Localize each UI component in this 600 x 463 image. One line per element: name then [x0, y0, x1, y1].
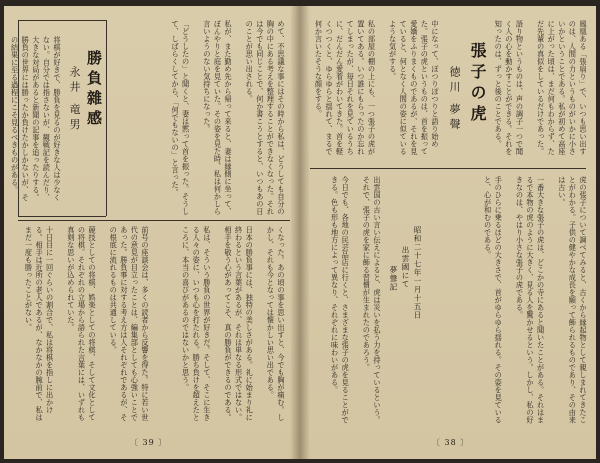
- left-page: [4, 6, 300, 459]
- left-top-text: めて、不思議な事にはその時から私は、どうしても自分の胸の中にある考えを整理することができなくなった。それは今でも同じことで、何か書こうとすると、いつもあの日のことが思い出される。 私が、また勤め先から帰って来ると、妻は縁側に坐って、ぼんやりと庭を見ていた。その姿を見た時、私は何かしら言いようのない気持ちになった。 「どうしたの」と聞くと、妻は黙って首を振った。そうして、しばらくしてから、「何でもないの」と言った。: [171, 20, 286, 215]
- essay-box-right-rule: [106, 20, 107, 216]
- left-bottom-right-text: くなった。あの頃の事を思い出すと、今でも胸が痛む。しかし、それも今となっては懐かしい思い出である。 日本の勝負事には、独特の美しさがある。礼に始まり礼に終わるという言葉があるが、それは単なる形式ではない。相手を敬う心があってこそ、真の勝負ができるのである。 私は、そういう勝負の世界が好きだ。そして、そこに生きる人々の姿に、いつも心を打たれる。勝ち負けを超えたところに、本当の喜びがあるのではないかと思う。: [181, 226, 286, 421]
- left-page-number: 〔 39 〕: [130, 438, 168, 447]
- book-spread: [4, 6, 596, 459]
- right-mid-rule: [310, 168, 586, 169]
- left-mid-rule: [18, 220, 290, 221]
- book-gutter-shadow: [290, 6, 310, 459]
- left-essay-body: 将棋が好きで、勝負を見るのが好きな人は少なくない。自分では指さないが、観戦記を読んだり、大きな対局があると新聞の記事を追ったりする。勝負の世界には勝ったか負けたかしかないが、その結果に至る過程にこそ見るべきものがある。: [10, 36, 62, 201]
- essay-box-top-rule: [18, 20, 106, 21]
- signoff-name: 夢聲記: [389, 266, 398, 292]
- left-essay-title: 勝負雜感: [85, 50, 103, 130]
- right-page: [300, 6, 596, 459]
- left-essay-author: 永井 竜男: [68, 66, 81, 134]
- essay-box-bottom-rule: [18, 216, 106, 217]
- right-top-right-text: 鳳凰ある「張扇り」で、いつも思い出すのは、人間の力というものがいかに小さいかということである。私が初めて高座に上がった頃は、まだ何もわからず、ただ先輩の真似をしているだけであった。 語り物というものは、声の調子一つで聞く人の心を動かすことができる。それを知ったのは、ずっと後のことである。: [494, 20, 588, 155]
- left-bottom-left-text: 前号の座談会は、多くの読者から反響を得た。特に若い世代の意見が目立ったことは、編集部としても心強いことであった。勝負事に対する考え方は人それぞれであるが、その根底に流れるものは共通している。 競技としての将棋、娯楽としての将棋、そして文化としての将棋。それぞれの立場から語られた言葉には、いずれも真剣な思いが込められていた。 十日目に一回ぐらいの割合で、私は将棋を指しに出かける。相手は近所の老人であるが、なかなかの腕前で、私はまだ一度も勝ったことがない。: [24, 226, 150, 421]
- right-bottom-left-text: 出雲国の古い言い伝えによると、虎は災いを払う力を持っているという。それで、張子の虎を家に飾る習慣が生まれたのであろう。 今日でも、各地の民芸品店に行くと、さまざまな張子の虎を見ることができる。色も形も地方によって異なり、それぞれに味わいがある。: [330, 176, 382, 424]
- right-page-number: 〔 38 〕: [432, 438, 470, 447]
- right-top-left-text: 中になって、ぽつりぽつりと語り始めた。張子の虎というものは、首を振って愛嬌をふりまくものであるが、それを見ていると、何となく人間の姿に似ているような気がする。 私の部屋の棚の上にも、一つ張子の虎が置いてある。いつ誰にもらったのか忘れてしまったが、毎日それを見ているうちに、だんだん愛着がわいてきた。首を軽くつつくと、ゆらゆらと揺れて、まるで何か言いたそうな顔をする。: [314, 20, 440, 155]
- right-essay-title: 張子の虎: [468, 42, 487, 126]
- signoff-place: 出雲國にて: [401, 246, 410, 289]
- signoff-date: 昭和二十七年一月十五日: [413, 226, 422, 320]
- right-essay-author: 徳川 夢聲: [448, 66, 461, 134]
- right-bottom-right-text: 虎の張子について調べてみると、古くから縁起物として親しまれてきたことがわかる。子供の健やかな成長を願って飾られるものであり、その由来は古い。 一番大きな張子の虎は、どこかの寺にあると聞いたことがある。それはまるで本物の虎のように大きく、見る人を驚かせるという。しかし、私の好きなのは、やはり小さな張子の虎である。 手のひらに乗るほどの大きさで、首がゆらゆら揺れる。その姿を見ていると、心が和むのである。: [483, 176, 588, 424]
